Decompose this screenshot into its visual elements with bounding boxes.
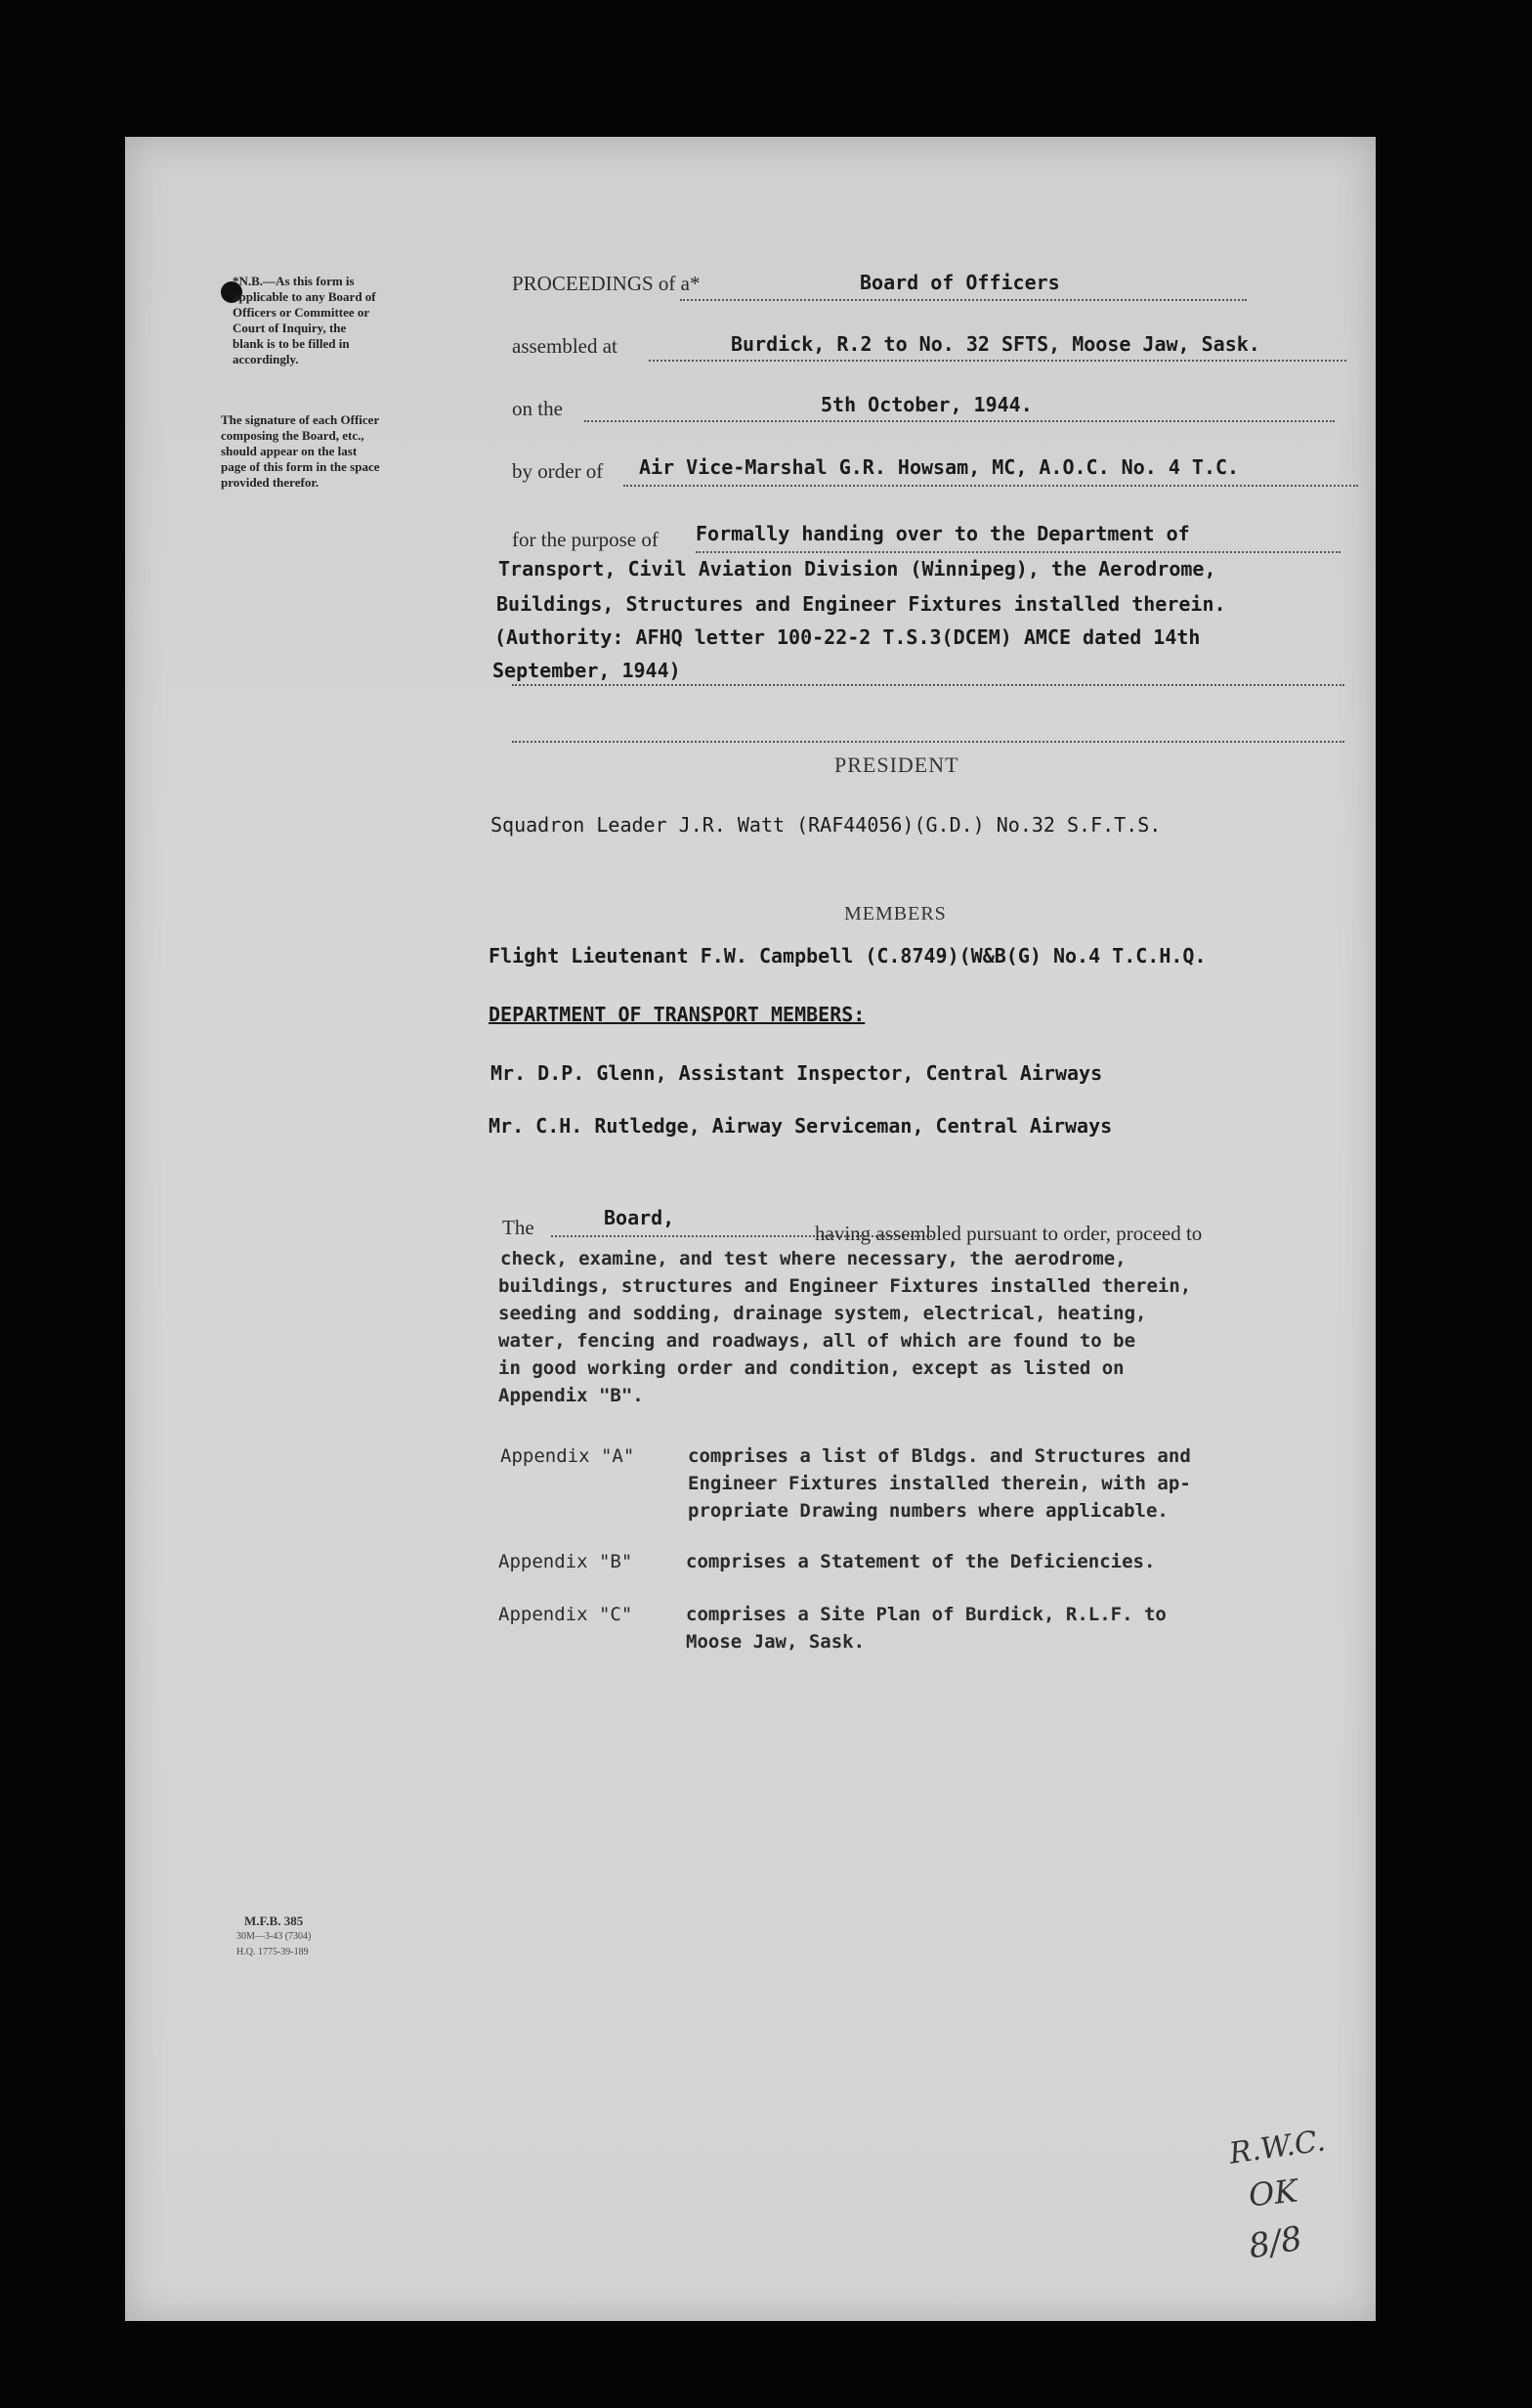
member-1: Flight Lieutenant F.W. Campbell (C.8749)(W&B(G) No.4 T.C.H.Q.: [489, 944, 1207, 968]
statement-line-6: Appendix "B".: [498, 1385, 644, 1406]
proceedings-label: PROCEEDINGS of a*: [512, 272, 701, 295]
statement-line-1: check, examine, and test where necessary, the aerodrome,: [500, 1248, 1127, 1269]
appendix-a-line-2: Engineer Fixtures installed therein, with ap-: [688, 1473, 1191, 1494]
dot-member-2: Mr. C.H. Rutledge, Airway Serviceman, Central Airways: [489, 1114, 1113, 1138]
order-label: by order of: [512, 459, 604, 483]
appendix-c-line-1: comprises a Site Plan of Burdick, R.L.F. to: [686, 1604, 1167, 1625]
handwritten-initials: R.W.C.: [1227, 2124, 1328, 2172]
margin-note-nb: *N.B.—As this form is applicable to any Board of Officers or Committee or Court of Inquiry, the blank is to be filled in accordingly.: [233, 274, 376, 366]
form-code-1: M.F.B. 385: [244, 1914, 304, 1928]
margin-note-signature: The signature of each Officer composing the Board, etc., should appear on the last page of this form in the space provided therefor.: [221, 412, 380, 490]
purpose-line-4: (Authority: AFHQ letter 100-22-2 T.S.3(DCEM) AMCE dated 14th: [494, 625, 1201, 649]
dot-member-1: Mr. D.P. Glenn, Assistant Inspector, Central Airways: [490, 1061, 1103, 1085]
appendix-a-line-3: propriate Drawing numbers where applicable.: [688, 1500, 1169, 1522]
on-label: on the: [512, 397, 563, 420]
handwritten-date: 8/8: [1245, 2218, 1305, 2267]
handwritten-ok: OK: [1247, 2172, 1299, 2214]
statement-the-label: The: [502, 1216, 534, 1239]
appendix-b-line-1: comprises a Statement of the Deficiencies.: [686, 1551, 1156, 1572]
form-code-2: 30M—3-43 (7304): [236, 1931, 312, 1942]
president-name: Squadron Leader J.R. Watt (RAF44056)(G.D.) No.32 S.F.T.S.: [490, 813, 1162, 837]
on-value: 5th October, 1944.: [821, 393, 1033, 416]
dot-members-heading: DEPARTMENT OF TRANSPORT MEMBERS:: [489, 1003, 866, 1026]
purpose-line-5: September, 1944): [492, 659, 681, 682]
statement-the-value: Board,: [604, 1206, 675, 1229]
president-heading: PRESIDENT: [834, 752, 959, 777]
appendix-b-label: Appendix "B": [498, 1551, 633, 1572]
statement-line-5: in good working order and condition, except as listed on: [498, 1357, 1125, 1379]
members-heading: MEMBERS: [844, 903, 947, 924]
proceedings-value: Board of Officers: [860, 271, 1060, 294]
purpose-label: for the purpose of: [512, 528, 659, 551]
statement-line-2: buildings, structures and Engineer Fixtures installed therein,: [498, 1275, 1192, 1297]
assembled-label: assembled at: [512, 334, 617, 358]
statement-line-3: seeding and sodding, drainage system, electrical, heating,: [498, 1303, 1147, 1324]
appendix-a-label: Appendix "A": [500, 1445, 635, 1467]
assembled-value: Burdick, R.2 to No. 32 SFTS, Moose Jaw, Sask.: [731, 332, 1260, 356]
document-page: [125, 137, 1376, 2321]
purpose-line-3: Buildings, Structures and Engineer Fixtures installed therein.: [496, 592, 1226, 616]
purpose-line-2: Transport, Civil Aviation Division (Winnipeg), the Aerodrome,: [498, 557, 1216, 580]
purpose-line-1: Formally handing over to the Department of: [696, 522, 1190, 545]
appendix-c-line-2: Moose Jaw, Sask.: [686, 1631, 866, 1653]
statement-after-value: having assembled pursuant to order, proceed to: [815, 1222, 1203, 1245]
form-code-3: H.Q. 1775-39-189: [236, 1947, 309, 1957]
statement-line-4: water, fencing and roadways, all of which are found to be: [498, 1330, 1136, 1352]
appendix-a-line-1: comprises a list of Bldgs. and Structures and: [688, 1445, 1191, 1467]
appendix-c-label: Appendix "C": [498, 1604, 633, 1625]
order-value: Air Vice-Marshal G.R. Howsam, MC, A.O.C. No. 4 T.C.: [639, 455, 1240, 479]
